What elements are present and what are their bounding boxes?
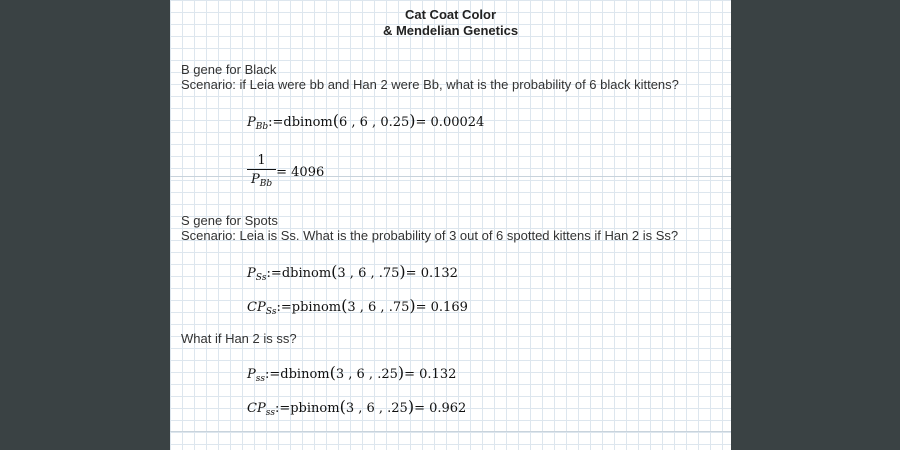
equation-reciprocal-p-bb[interactable] [247,153,324,192]
eq-assign: := [268,115,284,130]
eq-variable: P [247,115,256,130]
equation-cp-ss-upper[interactable]: $CP_{Ss}:=pbinom(3$ , 6 , .75)= 0.169 [247,296,468,317]
fraction-denominator: $P_{Bb}$ [247,169,276,192]
title-line-2: & Mendelian Genetics [382,23,519,38]
ss-question[interactable]: What if Han 2 is ss? [181,331,297,346]
eq-function: dbinom [283,115,333,130]
region-divider [170,431,731,432]
eq-result: = 0.00024 [415,115,485,130]
b-gene-heading[interactable]: B gene for Black [181,62,277,77]
fraction [247,153,276,192]
eq-subscript: Bb [255,122,269,132]
fraction-numerator: 1 [257,153,266,168]
s-gene-scenario[interactable]: Scenario: Leia is Ss. What is the probability of 3 out of 6 spotted kittens if Han 2 is Ss? [181,228,679,243]
eq-result: = 4096 [276,165,325,180]
b-gene-scenario[interactable]: Scenario: if Leia were bb and Han 2 were Bb, what is the probability of 6 black kittens? [181,77,679,92]
equation-p-ss-lower[interactable]: $P_{ss}:=dbinom(3$ , 6 , .25)= 0.132 [247,363,457,384]
worksheet-page [170,0,731,450]
title-line-1: Cat Coat Color [405,7,496,22]
s-gene-heading[interactable]: S gene for Spots [181,213,278,228]
eq-args: 6 , 6 , 0.25 [338,115,410,130]
equation-p-bb[interactable]: $P_{Bb}:=dbinom(6$ , 6 , 0.25)= 0.00024 [247,111,485,132]
equation-cp-ss-lower[interactable]: $CP_{ss}:=pbinom(3$ , 6 , .25)= 0.962 [247,397,467,418]
equation-p-ss-upper[interactable]: $P_{Ss}:=dbinom(3$ , 6 , .75)= 0.132 [247,262,458,283]
page-title [170,7,731,39]
